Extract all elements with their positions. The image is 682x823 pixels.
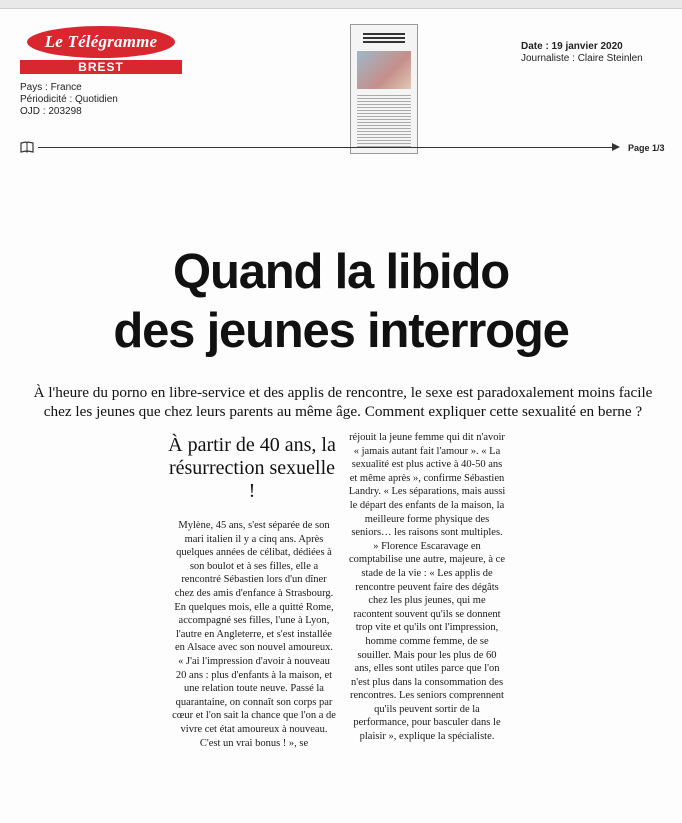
publication-meta [20, 82, 118, 118]
clipping-date: Date : 19 janvier 2020 [521, 41, 623, 52]
thumbnail-photo [357, 51, 411, 89]
headline-line-1: Quand la libido [173, 245, 509, 299]
article-column-1: Mylène, 45 ans, s'est séparée de son mari italien il y a cinq ans. Après quelques années de célibat, dédiées à son boulot et à ses filles, elle a rencontré Sébastien lors d'un dîner chez des amis d'enfance à Strasbourg. En quelques mois, elle a quitté Rome, accompagné ses filles, l'une à Lyon, l'autre en Angleterre, et s'est installée en Alsace avec son nouvel amoureux. « J'ai l'impression d'avoir à nouveau 20 ans : plus d'enfants à la maison, et une relation toute neuve. Passé la quarantaine, on connaît son corps par cœur et l'on sait la chance que l'on a de vivre cet état amoureux à nouveau. C'est un vrai bonus ! », se [172, 520, 336, 749]
journalist: Journaliste : Claire Steinlen [521, 53, 643, 64]
newspaper-logo [20, 26, 182, 74]
headline-line-2: des jeunes interroge [113, 304, 569, 358]
logo-title: Le Télégramme [27, 26, 175, 58]
article-column-2: réjouit la jeune femme qui dit n'avoir « jamais autant fait l'amour ». « La sexualité est plus active à 40-50 ans et même après », confirme Sébastien Landry. « Les séparations, mais aussi le départ des enfants de la maison, la meilleure forme physique des seniors… les raisons sont multiples. » Florence Escaravage en comptabilise une autre, majeure, à ce stade de la vie : « Les applis de rencontre peuvent faire des dégâts chez les plus jeunes, qui me racontent souvent qu'ils se donnent trop vite et qu'ils ont l'impression, homme comme femme, de se souiller. Mais pour les plus de 60 ans, elles sont utiles parce que l'on n'est plus dans la consommation des rencontres. Les seniors comprennent qu'ils peuvent sortir de la performance, pour basculer dans le plaisir », explique la spécialiste. [348, 432, 506, 743]
article-subhead: À partir de 40 ans, la résurrection sexuelle ! [168, 434, 336, 502]
article-headline [40, 243, 642, 361]
top-border [0, 0, 682, 9]
arrow-icon [612, 143, 620, 151]
ojd: OJD : 203298 [20, 106, 82, 117]
book-icon [20, 141, 34, 153]
page-thumbnail [350, 24, 418, 154]
country: Pays : France [20, 82, 82, 93]
page-number: Page 1/3 [628, 143, 665, 153]
logo-city: BREST [20, 60, 182, 74]
thumbnail-title-lines [363, 33, 405, 45]
thumbnail-text-columns [357, 95, 411, 147]
clipping-meta [521, 41, 643, 65]
periodicity: Périodicité : Quotidien [20, 94, 118, 105]
header-rule [38, 147, 614, 148]
article-lede: À l'heure du porno en libre-service et des applis de rencontre, le sexe est paradoxalement moins facile chez les jeunes que chez leurs parents au même âge. Comment expliquer cette sexualité en berne ? [33, 384, 653, 420]
